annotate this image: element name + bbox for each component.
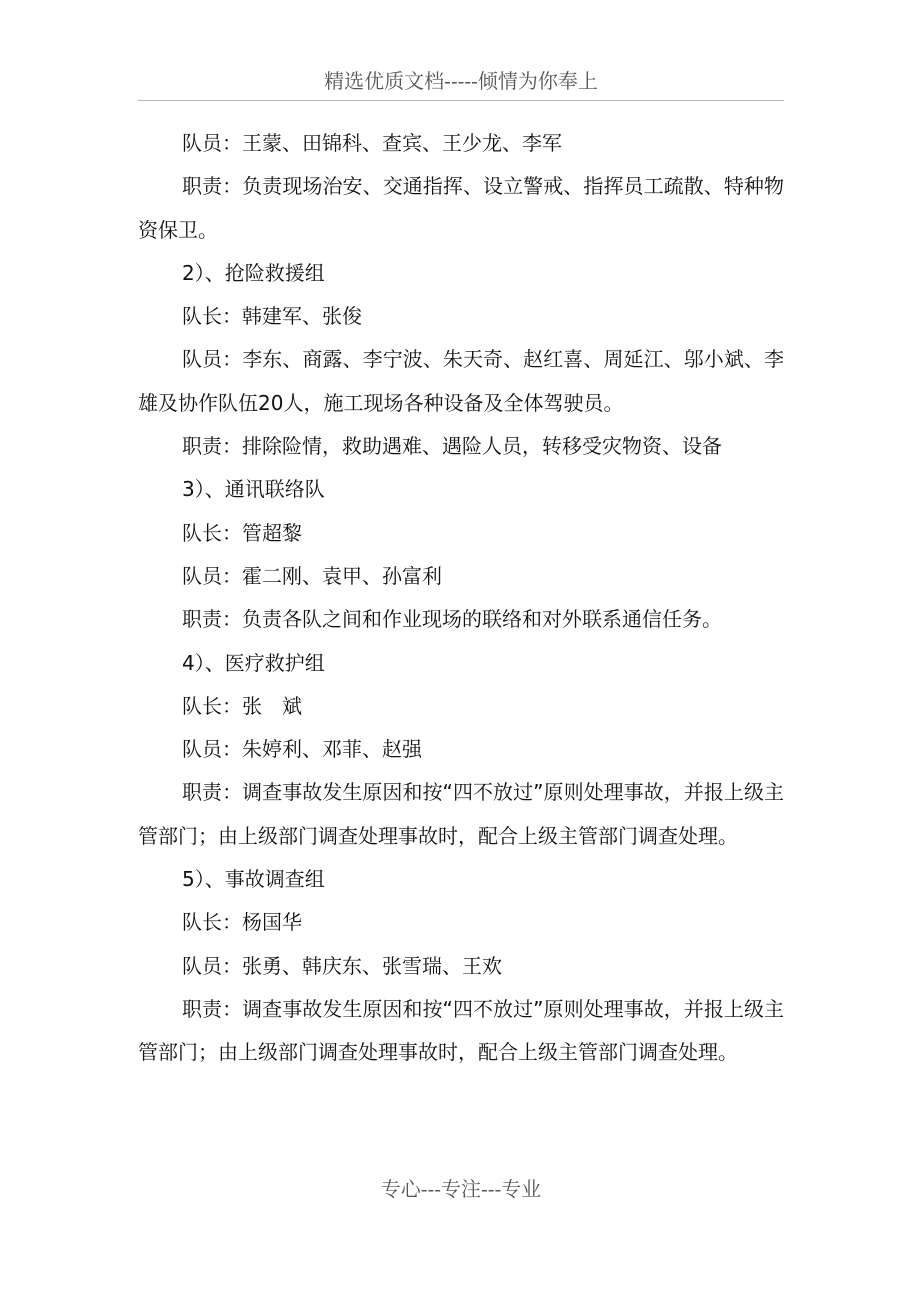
paragraph-security-duties: 职责：负责现场治安、交通指挥、设立警戒、指挥员工疏散、特种物资保卫。 bbox=[138, 174, 784, 242]
paragraph-investigation-leader: 队长：杨国华 bbox=[182, 910, 302, 935]
section-heading-investigation: 5）、事故调查组 bbox=[182, 867, 325, 892]
header-divider bbox=[138, 100, 784, 101]
page-footer: 专心---专注---专业 bbox=[380, 1177, 542, 1201]
paragraph-security-members: 队员：王蒙、田锦科、查宾、王少龙、李军 bbox=[182, 131, 562, 155]
section-heading-medical: 4）、医疗救护组 bbox=[182, 650, 325, 675]
paragraph-medical-members: 队员：朱婷利、邓菲、赵强 bbox=[182, 737, 422, 762]
paragraph-communication-duties: 职责：负责各队之间和作业现场的联络和对外联系通信任务。 bbox=[182, 607, 722, 632]
paragraph-investigation-members: 队员：张勇、韩庆东、张雪瑞、王欢 bbox=[182, 953, 502, 978]
section-heading-rescue: 2）、抢险救援组 bbox=[182, 260, 325, 285]
paragraph-rescue-leader: 队长：韩建军、张俊 bbox=[182, 304, 362, 329]
document-body bbox=[138, 122, 784, 1075]
paragraph-medical-leader: 队长：张 斌 bbox=[182, 693, 302, 718]
paragraph-investigation-duties: 职责：调查事故发生原因和按“四不放过”原则处理事故，并报上级主管部门；由上级部门调查处理事故时，配合上级主管部门调查处理。 bbox=[138, 996, 784, 1065]
paragraph-medical-duties: 职责：调查事故发生原因和按“四不放过”原则处理事故，并报上级主管部门；由上级部门调查处理事故时，配合上级主管部门调查处理。 bbox=[138, 780, 784, 848]
paragraph-rescue-members: 队员：李东、商露、李宁波、朱天奇、赵红喜、周延江、邬小斌、李雄及协作队伍20人，施工现场各种设备及全体驾驶员。 bbox=[138, 347, 784, 415]
section-heading-communication: 3）、通讯联络队 bbox=[182, 477, 325, 502]
paragraph-communication-leader: 队长：管超黎 bbox=[182, 520, 302, 545]
paragraph-communication-members: 队员：霍二刚、袁甲、孙富利 bbox=[182, 563, 442, 588]
page-header: 精选优质文档-----倾情为你奉上 bbox=[324, 69, 598, 93]
paragraph-rescue-duties: 职责：排除险情，救助遇难、遇险人员，转移受灾物资、设备 bbox=[182, 434, 722, 459]
